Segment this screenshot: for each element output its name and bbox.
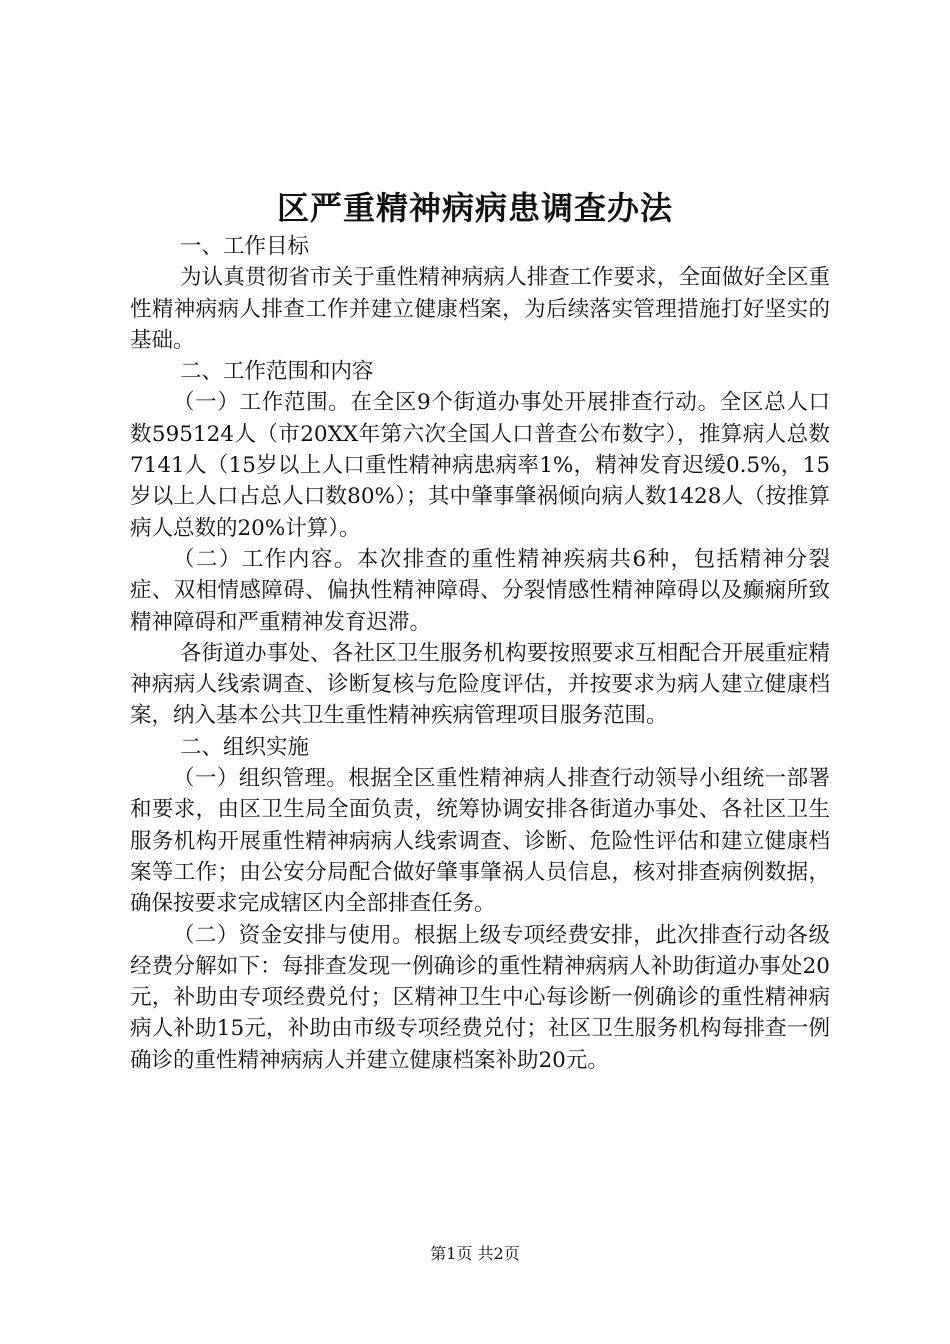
page-footer: 第1页 共2页 (430, 1244, 520, 1263)
section-heading-scope: 二、工作范围和内容 (180, 359, 374, 385)
paragraph-content: （二）工作内容。本次排查的重性精神疾病共6种，包括精神分裂症、双相情感障碍、偏执性精神障碍、分裂情感性精神障碍以及癫痫所致精神障碍和严重精神发育迟滞。 (130, 546, 830, 635)
document-title: 区严重精神病病患调查办法 (276, 189, 673, 227)
document-body (130, 231, 830, 1076)
paragraph-organization: （一）组织管理。根据全区重性精神病人排查行动领导小组统一部署和要求，由区卫生局全面负责，统筹协调安排各街道办事处、各社区卫生服务机构开展重性精神病病人线索调查、诊断、危险性评估和建立健康档案等工作；由公安分局配合做好肇事肇祸人员信息，核对排查病例数据，确保按要求完成辖区内全部排查任务。 (130, 766, 830, 917)
paragraph-funding: （二）资金安排与使用。根据上级专项经费安排，此次排查行动各级经费分解如下：每排查发现一例确诊的重性精神病病人补助街道办事处20元，补助由专项经费兑付；区精神卫生中心每诊断一例确诊的重性精神病病人补助15元，补助由市级专项经费兑付；社区卫生服务机构每排查一例确诊的重性精神病病人并建立健康档案补助20元。 (130, 922, 830, 1073)
section-heading-goal: 一、工作目标 (180, 234, 310, 259)
paragraph-goal: 为认真贯彻省市关于重性精神病病人排查工作要求，全面做好全区重性精神病病人排查工作并建立健康档案，为后续落实管理措施打好坚实的基础。 (130, 265, 830, 353)
paragraph-scope: （一）工作范围。在全区9个街道办事处开展排查行动。全区总人口数595124人（市20XX年第六次全国人口普查公布数字），推算病人总数7141人（15岁以上人口重性精神病患病率1%，精神发育迟缓0.5%，15岁以上人口占总人口数80%）；其中肇事肇祸倾向病人数1428人（按推算病人总数的20%计算）。 (130, 390, 830, 541)
section-heading-implementation: 二、组织实施 (180, 734, 310, 760)
paragraph-cooperation: 各街道办事处、各社区卫生服务机构要按照要求互相配合开展重症精神病病人线索调查、诊断复核与危险度评估，并按要求为病人建立健康档案，纳入基本公共卫生重性精神疾病管理项目服务范围。 (130, 640, 830, 729)
